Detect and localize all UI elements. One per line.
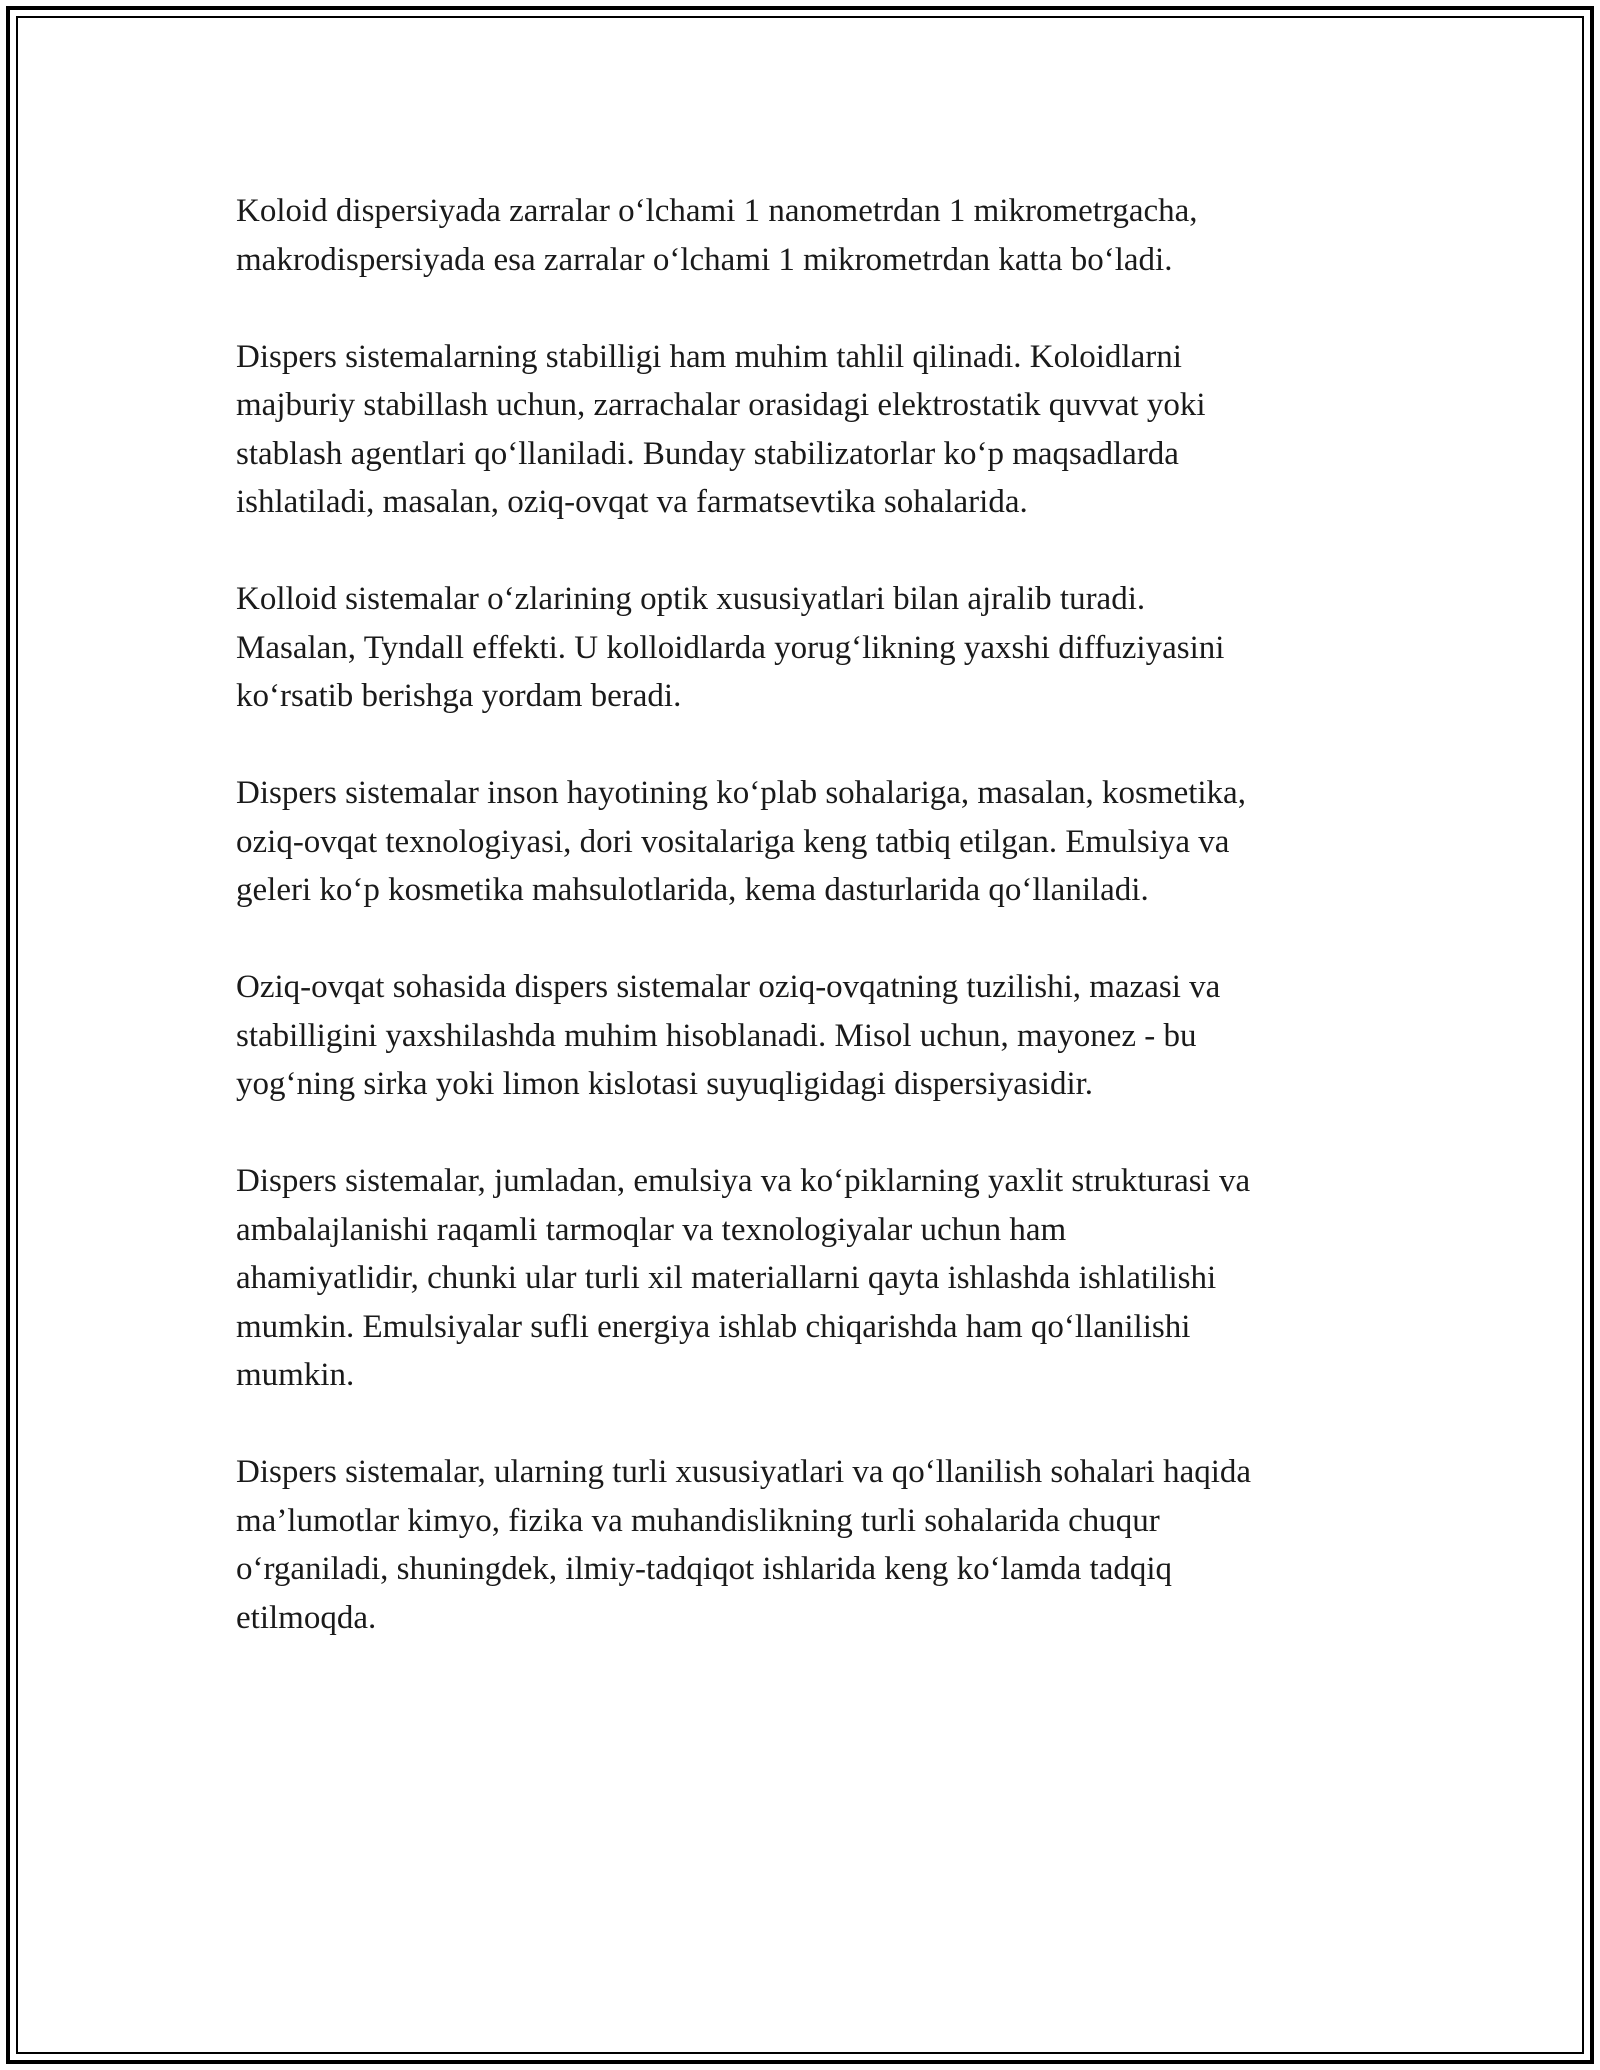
text-line: Masalan, Tyndall effekti. U kolloidlarda yorug‘likning yaxshi diffuziyasini — [236, 629, 1225, 666]
paragraph-5 — [236, 963, 1396, 1109]
text-line: stabilligini yaxshilashda muhim hisoblanadi. Misol uchun, mayonez - bu — [236, 1017, 1197, 1054]
paragraph-2 — [236, 333, 1396, 527]
text-line: mumkin. — [236, 1357, 355, 1393]
text-line: yog‘ning sirka yoki limon kislotasi suyuqligidagi dispersiyasidir. — [236, 1066, 1094, 1102]
text-line: o‘rganiladi, shuningdek, ilmiy-tadqiqot ishlarida keng ko‘lamda tadqiq — [236, 1551, 1173, 1587]
text-line: Dispers sistemalarning stabilligi ham muhim tahlil qilinadi. Koloidlarni — [236, 338, 1182, 375]
text-line: stablash agentlari qo‘llaniladi. Bunday stabilizatorlar ko‘p maqsadlarda — [236, 435, 1179, 472]
text-line: oziq-ovqat texnologiyasi, dori vositalariga keng tatbiq etilgan. Emulsiya va — [236, 823, 1230, 860]
text-line: majburiy stabillash uchun, zarrachalar orasidagi elektrostatik quvvat yoki — [236, 387, 1206, 423]
text-line: Koloid dispersiyada zarralar o‘lchami 1 nanometrdan 1 mikrometrgacha, — [236, 193, 1198, 229]
text-line: Dispers sistemalar inson hayotining ko‘plab sohalariga, masalan, kosmetika, — [236, 775, 1246, 811]
text-line: geleri ko‘p kosmetika mahsulotlarida, kema dasturlarida qo‘llaniladi. — [236, 872, 1149, 908]
text-line: Kolloid sistemalar o‘zlarining optik xususiyatlari bilan ajralib turadi. — [236, 581, 1146, 617]
document-body — [236, 187, 1396, 1691]
text-line: Dispers sistemalar, ularning turli xususiyatlari va qo‘llanilish sohalari haqida — [236, 1454, 1252, 1490]
text-line: ko‘rsatib berishga yordam beradi. — [236, 678, 682, 714]
paragraph-7 — [236, 1448, 1396, 1642]
paragraph-1 — [236, 187, 1396, 284]
text-line: ma’lumotlar kimyo, fizika va muhandislikning turli sohalarida chuqur — [236, 1502, 1160, 1539]
paragraph-4 — [236, 769, 1396, 915]
paragraph-6 — [236, 1157, 1396, 1400]
paragraph-3 — [236, 575, 1396, 721]
text-line: ahamiyatlidir, chunki ular turli xil materiallarni qayta ishlashda ishlatilishi — [236, 1260, 1217, 1296]
text-line: etilmoqda. — [236, 1599, 377, 1636]
text-line: ambalajlanishi raqamli tarmoqlar va texnologiyalar uchun ham — [236, 1211, 1067, 1248]
text-line: ishlatiladi, masalan, oziq-ovqat va farmatsevtika sohalarida. — [236, 484, 1028, 520]
text-line: Dispers sistemalar, jumladan, emulsiya va ko‘piklarning yaxlit strukturasi va — [236, 1163, 1251, 1199]
text-line: Oziq-ovqat sohasida dispers sistemalar oziq-ovqatning tuzilishi, mazasi va — [236, 969, 1221, 1005]
text-line: makrodispersiyada esa zarralar o‘lchami 1 mikrometrdan katta bo‘ladi. — [236, 241, 1173, 278]
text-line: mumkin. Emulsiyalar sufli energiya ishlab chiqarishda ham qo‘llanilishi — [236, 1308, 1191, 1345]
